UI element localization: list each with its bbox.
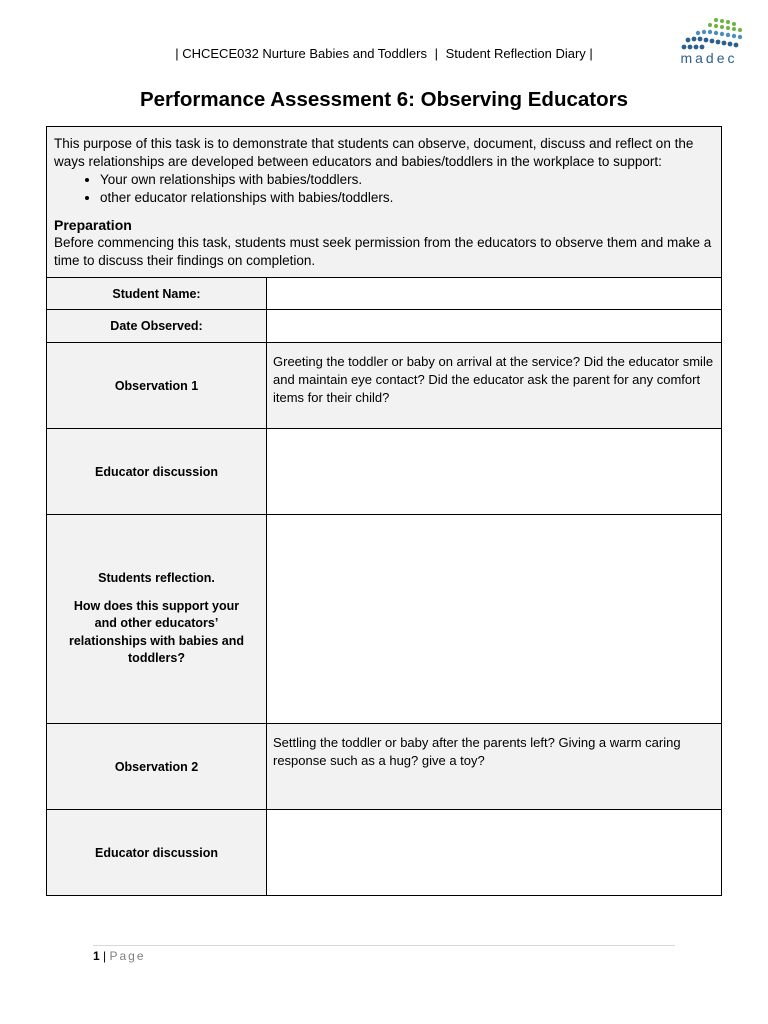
running-header xyxy=(0,46,768,61)
header-pipe: | xyxy=(589,46,593,61)
intro-bullet: • Your own relationships with babies/toddlers. xyxy=(100,171,714,189)
header-pipe: | xyxy=(434,46,438,61)
intro-bullets xyxy=(54,171,714,207)
student-name-label: Student Name: xyxy=(47,278,267,310)
date-observed-label: Date Observed: xyxy=(47,310,267,343)
educator-discussion-2-label: Educator discussion xyxy=(47,810,267,896)
intro-text: This purpose of this task is to demonstrate that students can observe, document, discuss and reflect on the ways relationships are developed between educators and babies/toddlers in the workplace to support: xyxy=(54,136,694,169)
reflection-title: Students reflection. xyxy=(98,571,215,586)
educator-discussion-2-field[interactable] xyxy=(267,810,722,896)
page-title: Performance Assessment 6: Observing Educators xyxy=(139,88,628,111)
observation-2-label: Observation 2 xyxy=(47,724,267,810)
educator-discussion-1-field[interactable] xyxy=(267,429,722,515)
footer-divider xyxy=(93,945,675,946)
logo-text: madec xyxy=(680,50,738,66)
intro-bullet: • other educator relationships with babies/toddlers. xyxy=(100,189,714,207)
preparation-heading: Preparation xyxy=(54,217,132,233)
date-observed-field[interactable] xyxy=(267,310,722,343)
observation-1-label: Observation 1 xyxy=(47,343,267,429)
page-number: 1 xyxy=(93,949,100,963)
header-doc: Student Reflection Diary xyxy=(445,46,586,61)
reflection-question: How does this support your and other educators’ relationships with babies and toddlers? xyxy=(68,598,245,666)
assessment-table xyxy=(46,126,722,896)
header-unit: CHCECE032 Nurture Babies and Toddlers xyxy=(182,46,427,61)
footer-separator: | xyxy=(103,949,107,963)
observation-1-prompt: Greeting the toddler or baby on arrival at the service? Did the educator smile and maintain eye contact? Did the educator ask the parent for any comfort items for their child? xyxy=(267,343,722,429)
educator-discussion-1-label: Educator discussion xyxy=(47,429,267,515)
intro-cell xyxy=(47,127,722,278)
preparation-text: Before commencing this task, students must seek permission from the educators to observe them and make a time to discuss their findings on completion. xyxy=(54,235,712,268)
page-word: Page xyxy=(109,949,146,963)
observation-2-prompt: Settling the toddler or baby after the parents left? Giving a warm caring response such as a hug? give a toy? xyxy=(267,724,722,810)
page-footer xyxy=(93,949,146,963)
students-reflection-label xyxy=(47,515,267,724)
header-pipe: | xyxy=(175,46,179,61)
student-name-field[interactable] xyxy=(267,278,722,310)
students-reflection-field[interactable] xyxy=(267,515,722,724)
